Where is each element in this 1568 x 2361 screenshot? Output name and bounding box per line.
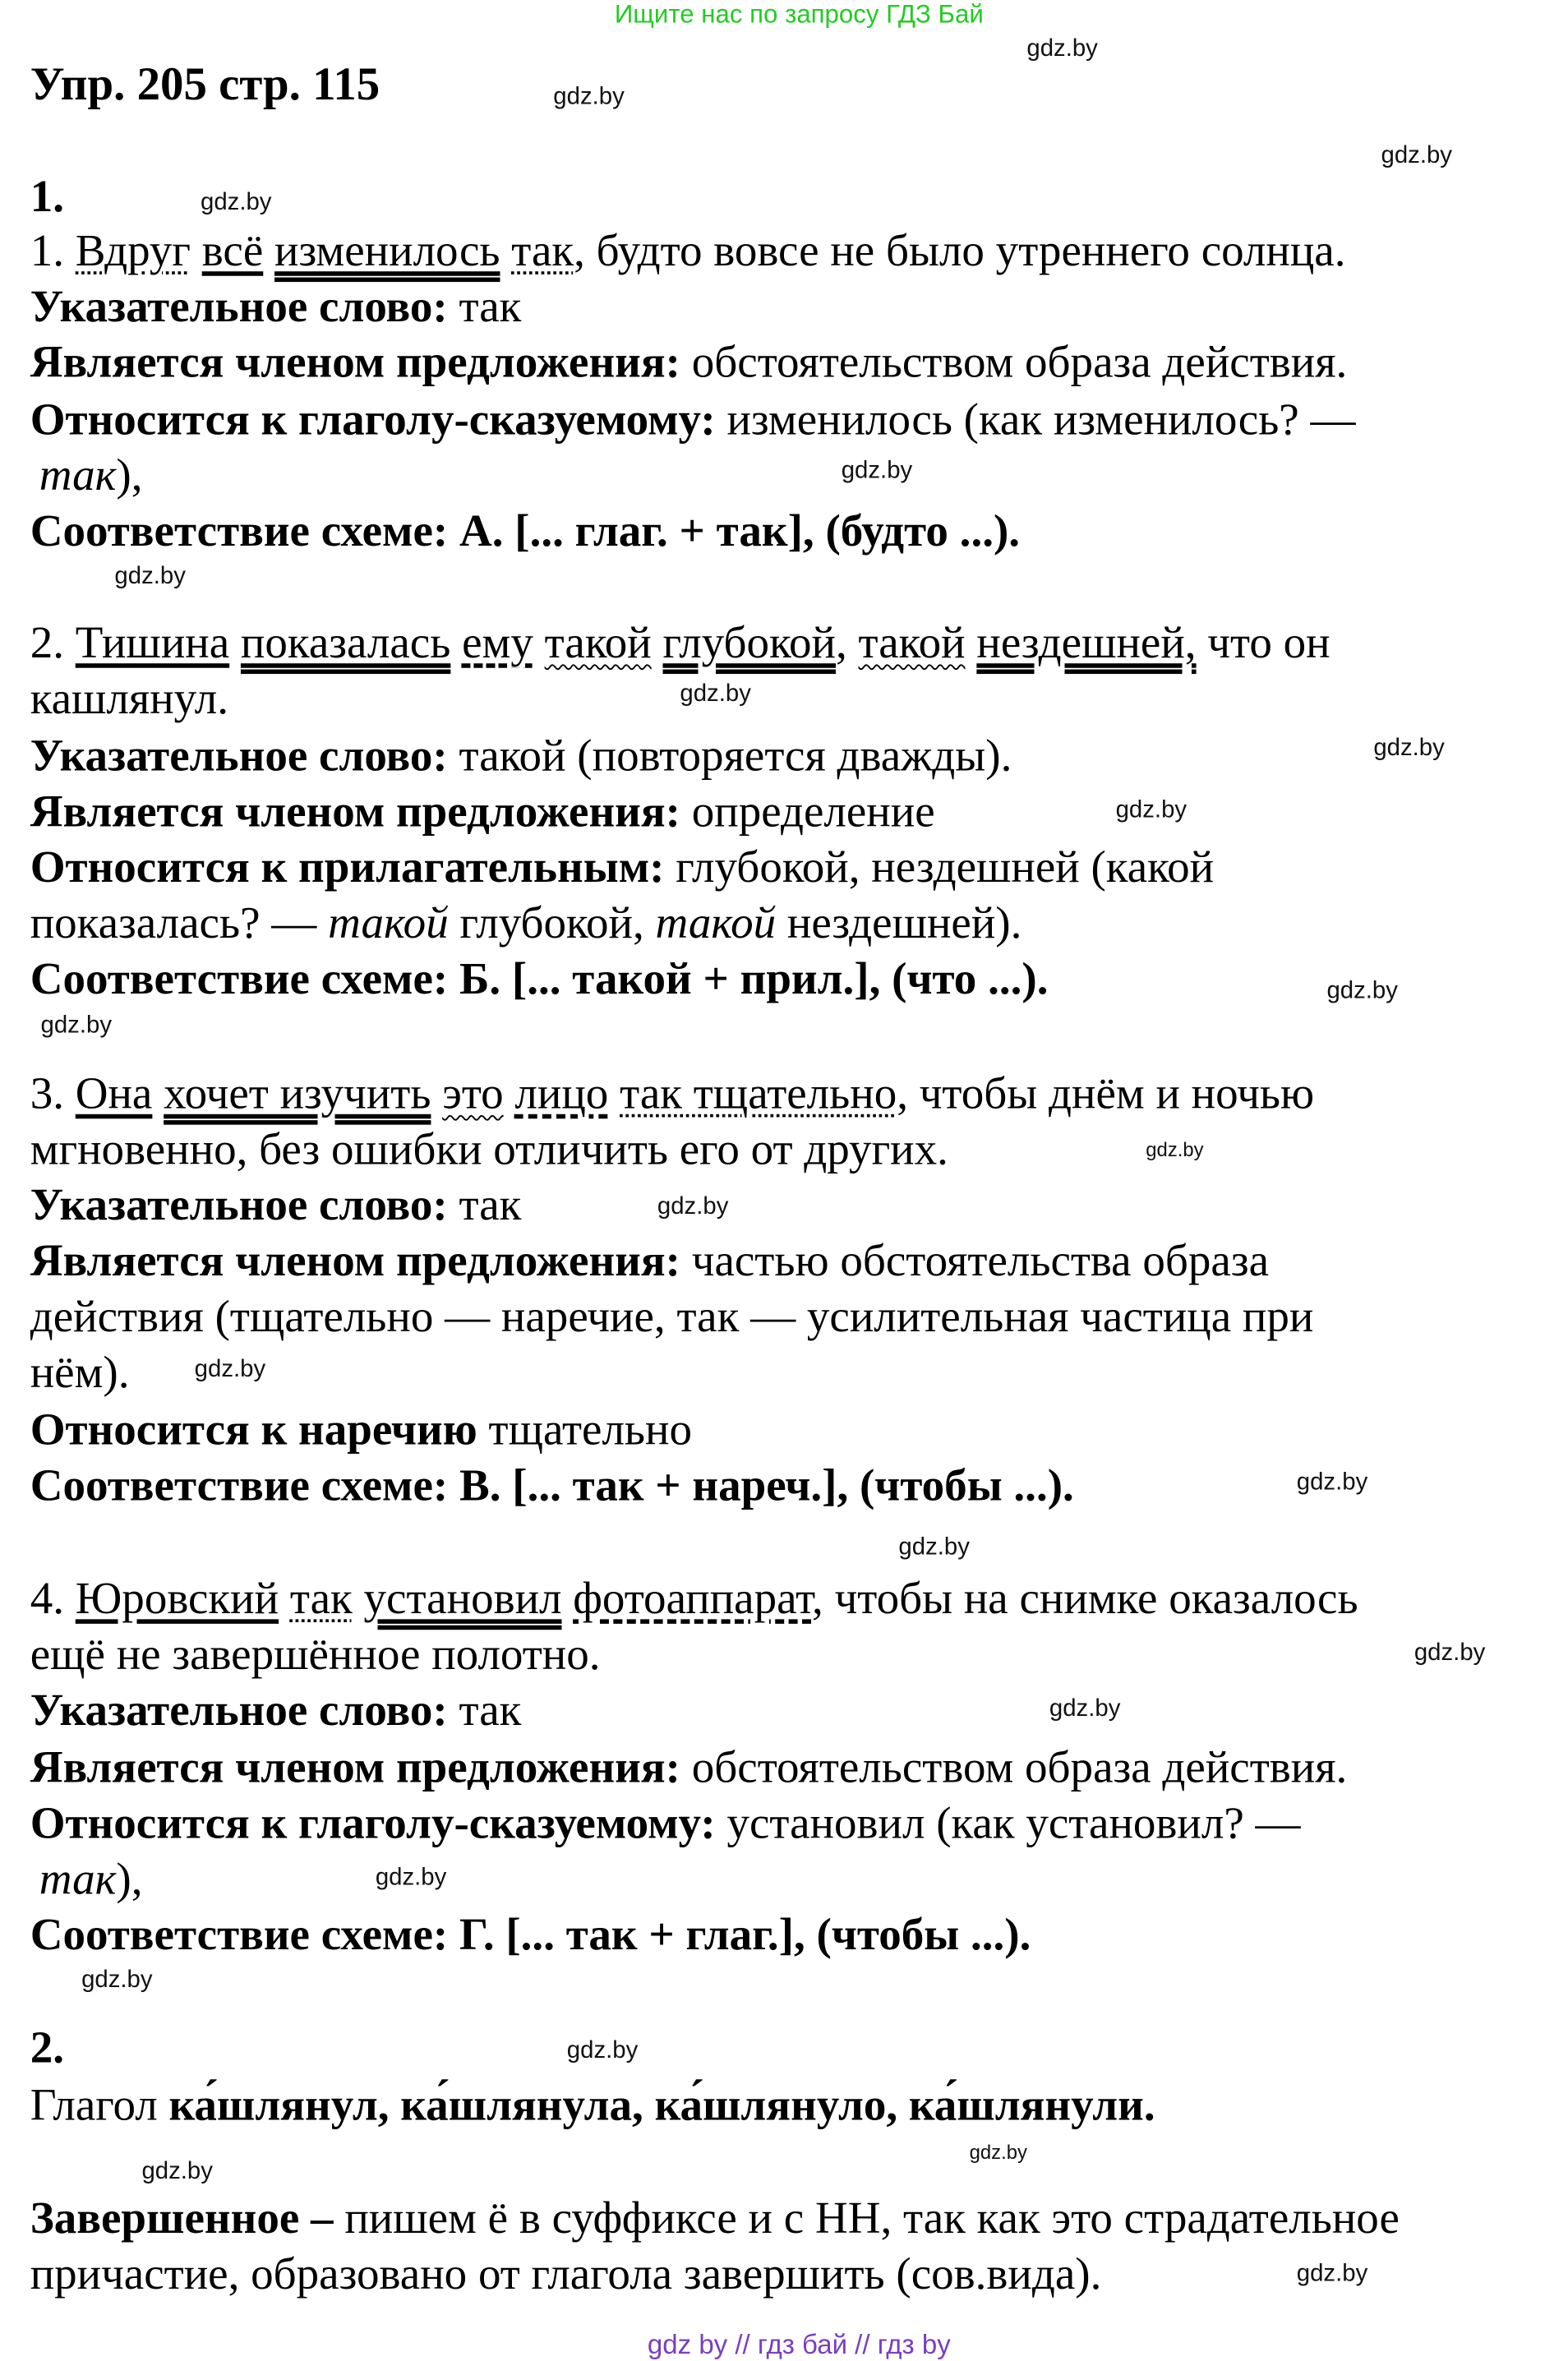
line	[30, 282, 522, 333]
value: так	[447, 282, 522, 332]
watermark: gdz.by	[1296, 2261, 1368, 2288]
sentence-1	[30, 226, 1346, 277]
part-2-heading: 2.	[30, 2023, 64, 2073]
num: 4.	[30, 1574, 76, 1624]
label: Относится к прилагательным:	[30, 842, 665, 893]
watermark: gdz.by	[841, 458, 913, 484]
scheme-line: Соответствие схеме: В. [... так + нареч.], (чтобы ...).	[30, 1460, 1074, 1511]
value: ),	[116, 1854, 143, 1905]
word: Вдруг	[75, 226, 191, 276]
word: Юровский	[75, 1574, 279, 1624]
watermark: gdz.by	[194, 1357, 266, 1383]
line	[30, 1236, 1269, 1287]
sentence-3	[30, 1069, 1314, 1120]
value: глубокой, нездешней (какой	[664, 842, 1215, 893]
label: Относится к глаголу-сказуемому:	[30, 1798, 716, 1849]
sentence-2	[30, 618, 1330, 669]
num: 1.	[30, 226, 76, 276]
watermark: gdz.by	[1381, 143, 1452, 169]
value: ка́шлянул, ка́шлянула, ка́шлянуло, ка́шлянули.	[168, 2080, 1155, 2131]
value: так	[39, 1854, 117, 1905]
line	[30, 1799, 1301, 1850]
word: показалась	[240, 618, 451, 668]
watermark: gdz.by	[1414, 1640, 1486, 1667]
label: Является членом предложения:	[30, 1742, 681, 1793]
value: такой (повторяется дважды).	[447, 731, 1012, 782]
line: кашлянул.	[30, 674, 228, 724]
word: , чтобы днём и ночью	[897, 1068, 1315, 1119]
scheme-line: Соответствие схеме: Г. [... так + глаг.], (чтобы ...).	[30, 1910, 1031, 1960]
label: Относится к глаголу-сказуемому:	[30, 394, 716, 445]
word: так	[289, 1574, 353, 1624]
line	[30, 843, 1214, 894]
word: установил	[363, 1574, 562, 1624]
word: ему	[462, 618, 533, 668]
word: это	[442, 1068, 504, 1119]
word: фотоаппарат	[573, 1574, 813, 1624]
word: так	[511, 226, 574, 276]
watermark: gdz.by	[969, 2141, 1027, 2164]
line: мгновенно, без ошибки отличить его от других.	[30, 1124, 948, 1175]
value: так	[39, 450, 117, 501]
watermark: gdz.by	[680, 681, 751, 708]
label: Является членом предложения:	[30, 337, 681, 388]
value: так	[447, 1180, 522, 1231]
word: изменилось	[274, 226, 500, 276]
watermark: gdz.by	[553, 84, 625, 110]
word: , чтобы на снимке оказалось	[812, 1574, 1358, 1624]
line	[30, 2081, 1155, 2132]
word: ,	[835, 618, 859, 668]
part-1-heading: 1.	[30, 172, 64, 222]
watermark: gdz.by	[141, 2159, 213, 2185]
value: пишем ё в суффиксе и с НН, так как это страдательное	[333, 2193, 1400, 2243]
watermark: gdz.by	[40, 1012, 113, 1040]
label: Глагол	[30, 2080, 169, 2131]
watermark: gdz.by	[1049, 1695, 1121, 1722]
word: так тщательно	[620, 1068, 897, 1119]
word: Тишина	[75, 618, 230, 668]
word: глубокой	[662, 618, 836, 668]
label: Указательное слово:	[30, 1685, 448, 1736]
label: Является членом предложения:	[30, 1236, 681, 1286]
watermark: gdz.by	[81, 1967, 153, 1994]
line: ещё не завершённое полотно.	[30, 1630, 601, 1680]
value: обстоятельством образа действия.	[680, 1742, 1348, 1793]
line	[30, 1180, 522, 1231]
value: такой	[328, 898, 449, 948]
line	[30, 1405, 692, 1456]
value: нездешней).	[776, 898, 1022, 948]
value: так	[447, 1685, 522, 1736]
label: Указательное слово:	[30, 1180, 448, 1231]
value: установил (как установил? —	[715, 1798, 1301, 1849]
value: глубокой,	[448, 898, 656, 948]
value: изменилось (как изменилось? —	[715, 394, 1356, 445]
watermark: gdz.by	[898, 1534, 970, 1561]
watermark: gdz.by	[657, 1194, 729, 1220]
word: такой	[544, 618, 652, 668]
line	[30, 1685, 522, 1736]
footer-links[interactable]: gdz by // гдз бай // гдз by	[647, 2329, 951, 2360]
word: всё	[201, 226, 264, 276]
label: Указательное слово:	[30, 282, 448, 332]
label: Относится к наречию	[30, 1404, 477, 1455]
scheme-line: Соответствие схеме: Б. [... такой + прил.], (что ...).	[30, 954, 1049, 1004]
word: такой	[858, 618, 966, 668]
watermark: gdz.by	[1326, 978, 1398, 1004]
watermark: gdz.by	[201, 190, 272, 216]
watermark: gdz.by	[1146, 1138, 1204, 1161]
value: частью обстоятельства образа	[680, 1236, 1270, 1286]
watermark: gdz.by	[114, 564, 186, 590]
line	[30, 1743, 1348, 1794]
value: показалась? —	[30, 898, 329, 948]
line	[39, 1855, 143, 1906]
label: Является членом предложения:	[30, 786, 681, 837]
line	[30, 338, 1348, 389]
value: определение	[680, 786, 935, 837]
word: нездешней,	[976, 618, 1197, 668]
value: такой	[655, 898, 777, 948]
search-banner[interactable]: Ищите нас по запросу ГДЗ Бай	[614, 0, 984, 29]
label: Указательное слово:	[30, 731, 448, 782]
value: тщательно	[477, 1404, 692, 1455]
watermark: gdz.by	[566, 2038, 639, 2064]
word: Она	[75, 1068, 153, 1119]
watermark: gdz.by	[375, 1865, 447, 1891]
line	[30, 2193, 1400, 2244]
scheme-line: Соответствие схеме: А. [... глаг. + так], (будто ...).	[30, 506, 1021, 556]
line	[30, 395, 1356, 446]
watermark: gdz.by	[1115, 797, 1188, 823]
watermark: gdz.by	[1296, 1469, 1368, 1496]
line: причастие, образовано от глагола завершить (сов.вида).	[30, 2249, 1102, 2299]
page-title: Упр. 205 стр. 115	[30, 57, 380, 110]
line	[30, 787, 935, 838]
sentence-4	[30, 1574, 1358, 1625]
line	[30, 731, 1012, 782]
watermark: gdz.by	[1026, 36, 1098, 62]
word: лицо	[514, 1068, 609, 1119]
line: нём).	[30, 1348, 130, 1398]
value: обстоятельством образа действия.	[680, 337, 1348, 388]
line	[30, 898, 1022, 949]
label: Завершенное –	[30, 2193, 334, 2243]
word: , будто вовсе не было утреннего солнца.	[574, 226, 1346, 276]
line: действия (тщательно — наречие, так — усилительная частица при	[30, 1292, 1314, 1342]
word: хочет изучить	[164, 1068, 431, 1119]
value: ),	[116, 450, 143, 501]
num: 2.	[30, 618, 76, 668]
word: что он	[1196, 618, 1330, 668]
watermark: gdz.by	[1373, 736, 1445, 762]
num: 3.	[30, 1068, 76, 1119]
line	[39, 451, 143, 502]
